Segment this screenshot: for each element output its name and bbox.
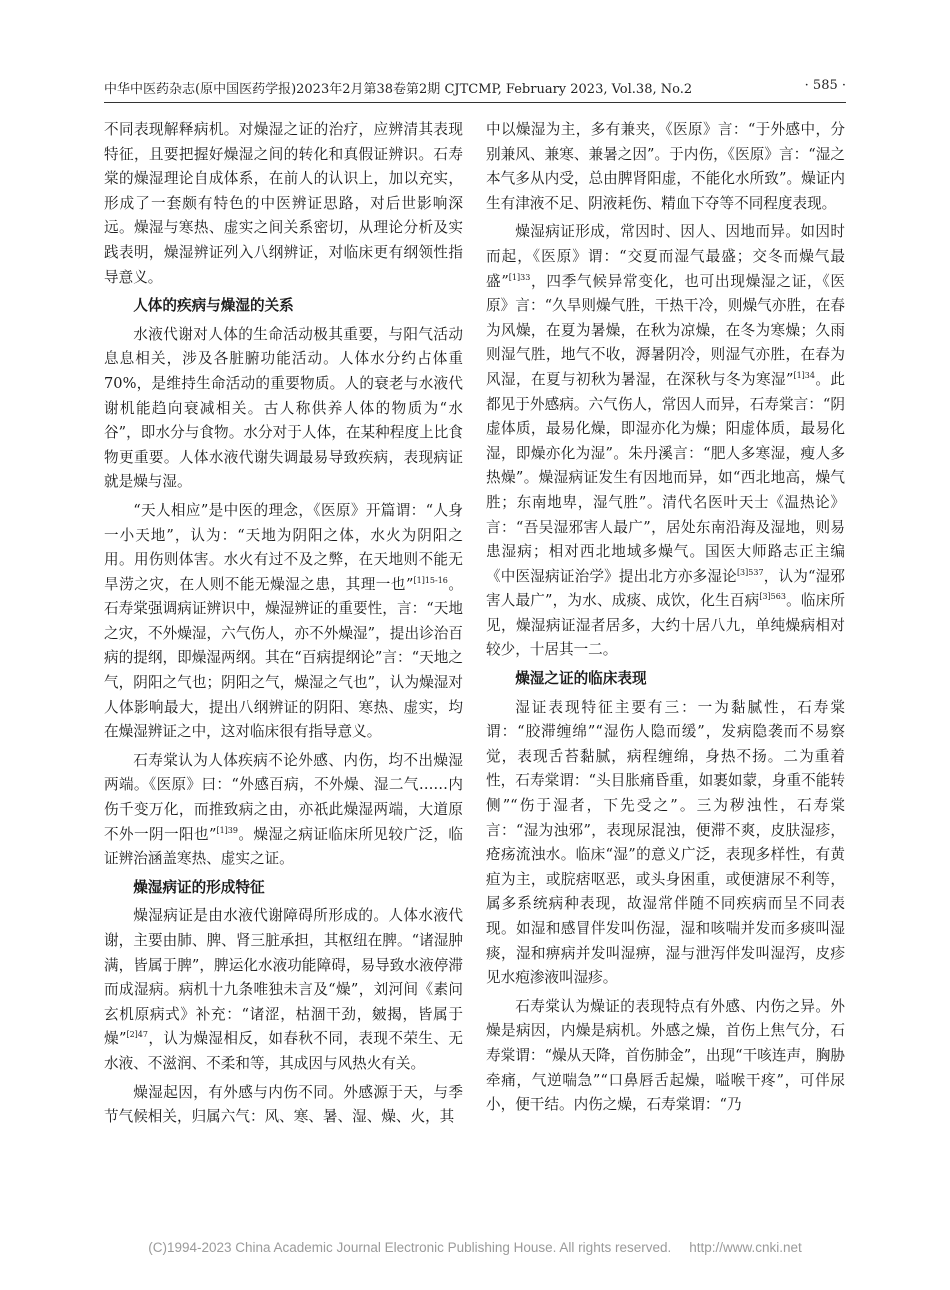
paragraph <box>104 499 463 745</box>
text-span: 燥湿病证形成，常因时、因人、因地而异。如因时而起，《医原》谓：“交夏而湿气最盛；交冬而燥气最盛” <box>486 223 845 290</box>
paragraph <box>486 220 845 663</box>
text-span: 。临床所见，燥湿病证湿者居多，大约十居八九，单纯燥病相对较少，十居其一二。 <box>486 592 845 659</box>
text-span: ，四季气候异常变化，也可出现燥湿之证，《医原》言：“久旱则燥气胜，干热干冷，则燥气亦胜，在春为风燥，在夏为暑燥，在秋为凉燥，在冬为寒燥；久雨则湿气胜，地气不收，溽暑阴冷，则湿气亦胜，在春为风湿，在夏与初秋为暑湿，在深秋与冬为寒湿” <box>486 272 845 388</box>
paragraph: 水液代谢对人体的生命活动极其重要，与阳气活动息息相关，涉及各脏腑功能活动。人体水分约占体重70%，是维持生命活动的重要物质。人的衰老与水液代谢机能趋向衰减相关。古人称供养人体的物质为“水谷”，即水分与食物。水分对于人体，在某种程度上比食物更重要。人体水液代谢失调最易导致疾病，表现病证就是燥与湿。 <box>104 325 463 491</box>
citation-ref: [2]47 <box>126 1030 148 1040</box>
citation-ref: [3]563 <box>759 592 786 602</box>
paragraph: 石寿棠认为燥证的表现特点有外感、内伤之异。外燥是病因，内燥是病机。外感之燥，首伤上焦气分，石寿棠谓：“燥从天降，首伤肺金”，出现“干咳连声，胸胁牵痛，气逆喘急”“口鼻唇舌起燥，嗌喉干疼”，可伴尿小，便干结。内伤之燥，石寿棠谓：“乃 <box>486 997 845 1114</box>
citation-ref: [1]39 <box>216 825 238 835</box>
paragraph <box>104 904 463 1076</box>
header-rule <box>104 102 846 103</box>
paragraph: 中以燥湿为主，多有兼夹，《医原》言：“于外感中，分别兼风、兼寒、兼暑之因”。于内伤，《医原》言：“湿之本气多从内受，总由脾肾阳虚，不能化水所致”。燥证内生有津液不足、阴液耗伤、精血下夺等不同程度表现。 <box>486 121 845 212</box>
copyright-footer <box>0 1240 950 1255</box>
page-number: · 585 · <box>804 78 846 93</box>
text-span: “天人相应”是中医的理念，《医原》开篇谓：“人身一小天地”，认为：“天地为阴阳之体，水火为阴阳之用。用伤则体害。水火有过不及之弊，在天地则不能无旱涝之灾，在人则不能无燥湿之患，其理一也” <box>104 501 463 593</box>
running-header <box>104 78 846 102</box>
citation-ref: [3]537 <box>736 567 764 577</box>
right-column <box>486 118 845 1118</box>
citation-ref: [1]33 <box>508 272 531 282</box>
paragraph: 湿证表现特征主要有三：一为黏腻性，石寿棠谓：“胶滞缠绵”“湿伤人隐而缓”，发病隐袭而不易察觉，表现舌苔黏腻，病程缠绵，身热不扬。二为重着性，石寿棠谓：“头目胀痛昏重，如裹如蒙，身重不能转侧”“伤于湿者，下先受之”。三为秽浊性，石寿棠言：“湿为浊邪”，表现尿混浊，便滞不爽，皮肤湿疹，疮疡流浊水。临床“湿”的意义广泛，表现多样性，有黄疸为主，或脘痞呕恶，或头身困重，或便溏尿不利等，属多系统病种表现，故湿常伴随不同疾病而呈不同表现。如湿和感冒伴发叫伤湿，湿和咳喘并发而多痰叫湿痰，湿和痹病并发叫湿痹，湿与泄泻伴发叫湿泻，皮疹见水疱渗液叫湿疹。 <box>486 698 845 987</box>
text-span: 石寿棠认为人体疾病不论外感、内伤，均不出燥湿两端。《医原》曰：“外感百病，不外燥、湿二气……内伤千变万化，而推致病之由，亦祇此燥湿两端，大道原不外一阴一阳也” <box>104 751 463 843</box>
cnki-link[interactable]: http://www.cnki.net <box>689 1240 802 1255</box>
section-heading: 燥湿病证的形成特征 <box>133 878 265 896</box>
text-span: 。此都见于外感病。六气伤人，常因人而异，石寿棠言：“阴虚体质，最易化燥，即湿亦化为燥；阳虚体质，最易化湿，即燥亦化为湿”。朱丹溪言：“肥人多寒湿，瘦人多热燥”。燥湿病证发生有因地而异，如“西北地高，燥气胜；东南地卑，湿气胜”。清代名医叶天士《温热论》言：“吾吴湿邪害人最广”，居处东南沿海及湿地，则易患湿病；相对西北地域多燥气。国医大师路志正主编《中医湿病证治学》提出北方亦多湿论 <box>486 370 845 585</box>
section-heading: 人体的疾病与燥湿的关系 <box>133 297 294 315</box>
text-span: 。石寿棠强调病证辨识中，燥湿辨证的重要性，言：“天地之灾，不外燥湿，六气伤人，亦不外燥湿”，提出诊治百病的提纲，即燥湿两纲。其在“百病提纲论”言：“天地之气，阴阳之气也；阴阳之气，燥湿之气也”，认为燥湿对人体影响最大，提出八纲辨证的阴阳、寒热、虚实，均在燥湿辨证之中，这对临床很有指导意义。 <box>104 575 463 741</box>
text-span: ，认为燥湿相反，如春秋不同，表现不荣生、无水液、不滋润、不柔和等，其成因与风热火有关。 <box>104 1030 463 1072</box>
paragraph: 燥湿起因，有外感与内伤不同。外感源于天，与季节气候相关，归属六气：风、寒、暑、湿、燥、火，其 <box>104 1083 463 1126</box>
text-span: ，认为“湿邪害人最广”，为水、成痰、成饮，化生百病 <box>486 567 845 610</box>
text-span: 燥湿病证是由水液代谢障碍所形成的。人体水液代谢，主要由肺、脾、肾三脏承担，其枢纽在脾。“诸湿肿满，皆属于脾”，脾运化水液功能障碍，易导致水液停滞而成湿病。病机十九条唯独未言及“燥”，刘河间《素问玄机原病式》补充：“诸涩，枯涸干劲，皴揭，皆属于燥” <box>104 907 463 1048</box>
text-span: 。燥湿之病证临床所见较广泛，临证辨治涵盖寒热、虚实之证。 <box>104 825 463 868</box>
paragraph: 不同表现解释病机。对燥湿之证的治疗，应辨清其表现特征，且要把握好燥湿之间的转化和真假证辨识。石寿棠的燥湿理论自成体系，在前人的认识上，加以充实，形成了一套颇有特色的中医辨证思路，对后世影响深远。燥湿与寒热、虚实之间关系密切，从理论分析及实践表明，燥湿辨证列入八纲辨证，对临床更有纲领性指导意义。 <box>104 121 463 286</box>
paragraph <box>104 749 463 872</box>
citation-ref: [1]34 <box>793 371 815 381</box>
citation-ref: [1]15-16 <box>413 575 448 585</box>
section-heading: 燥湿之证的临床表现 <box>515 670 647 688</box>
journal-citation: 中华中医药杂志(原中国医药学报)2023年2月第38卷第2期 CJTCMP, February 2023, Vol.38, No.2 <box>104 82 693 97</box>
left-column <box>104 118 463 1130</box>
copyright-text: (C)1994-2023 China Academic Journal Electronic Publishing House. All rights reserved. <box>148 1240 672 1255</box>
